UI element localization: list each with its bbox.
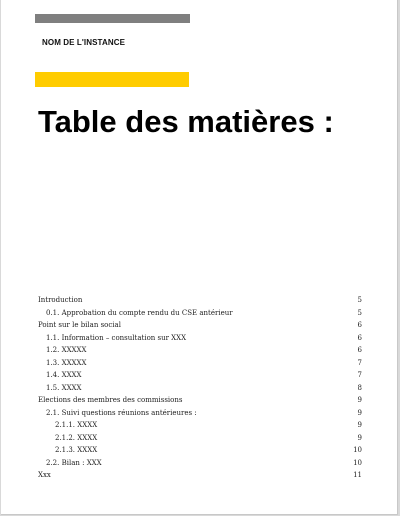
toc-entry-label: Point sur le bilan social: [38, 321, 121, 329]
toc-entry-label: 1.3. XXXXX: [46, 358, 87, 367]
toc-entry-page-number: 6: [357, 321, 362, 329]
toc-entry-page-number: 9: [357, 421, 362, 429]
toc-entry-page-number: 5: [357, 296, 362, 304]
toc-entry[interactable]: [38, 457, 362, 470]
document-page: [1, 0, 398, 515]
toc-entry-label: 2.1. Suivi questions réunions antérieures :: [46, 408, 197, 417]
toc-entry-label: 1.1. Information – consultation sur XXX: [46, 333, 187, 342]
header-gray-bar: [35, 14, 190, 23]
toc-entry-page-number: 10: [353, 458, 362, 467]
toc-entry[interactable]: [38, 469, 362, 482]
toc-entry-label: 2.1.2. XXXX: [55, 433, 98, 442]
table-of-contents: [38, 294, 362, 482]
instance-name: NOM DE L'INSTANCE: [42, 38, 126, 47]
toc-entry[interactable]: [38, 419, 362, 432]
toc-entry[interactable]: [38, 307, 362, 320]
toc-entry-label: 1.5. XXXX: [46, 383, 82, 392]
toc-entry-page-number: 7: [357, 358, 362, 367]
toc-entry[interactable]: [38, 444, 362, 457]
toc-entry-page-number: 11: [353, 471, 362, 479]
header-yellow-bar: [35, 72, 189, 87]
toc-entry[interactable]: [38, 357, 362, 370]
toc-entry-label: 2.1.3. XXXX: [55, 446, 98, 454]
page-title: Table des matières :: [38, 104, 334, 139]
toc-entry-page-number: 6: [357, 333, 362, 342]
toc-entry-page-number: 6: [357, 346, 362, 354]
toc-entry-label: 1.4. XXXX: [46, 371, 82, 379]
toc-entry[interactable]: [38, 319, 362, 332]
toc-entry-label: 2.1.1. XXXX: [55, 421, 98, 429]
toc-entry-page-number: 9: [357, 408, 362, 417]
toc-entry-page-number: 7: [357, 371, 362, 379]
toc-entry[interactable]: [38, 332, 362, 345]
toc-entry-page-number: 5: [357, 308, 362, 317]
toc-entry[interactable]: [38, 369, 362, 382]
toc-entry[interactable]: [38, 432, 362, 445]
toc-entry-page-number: 10: [353, 446, 362, 454]
toc-entry[interactable]: [38, 294, 362, 307]
toc-entry-label: Elections des membres des commissions: [38, 396, 183, 404]
toc-entry-page-number: 9: [357, 396, 362, 404]
toc-entry[interactable]: [38, 394, 362, 407]
toc-entry-label: 2.2. Bilan : XXX: [46, 458, 102, 467]
toc-entry-page-number: 8: [357, 383, 362, 392]
toc-entry-label: 0.1. Approbation du compte rendu du CSE antérieur: [46, 308, 233, 317]
toc-entry-page-number: 9: [357, 433, 362, 442]
toc-entry-label: Xxx: [38, 471, 51, 479]
toc-entry[interactable]: [38, 407, 362, 420]
toc-entry-label: Introduction: [38, 296, 83, 304]
toc-entry-label: 1.2. XXXXX: [46, 346, 87, 354]
toc-entry[interactable]: [38, 382, 362, 395]
toc-entry[interactable]: [38, 344, 362, 357]
